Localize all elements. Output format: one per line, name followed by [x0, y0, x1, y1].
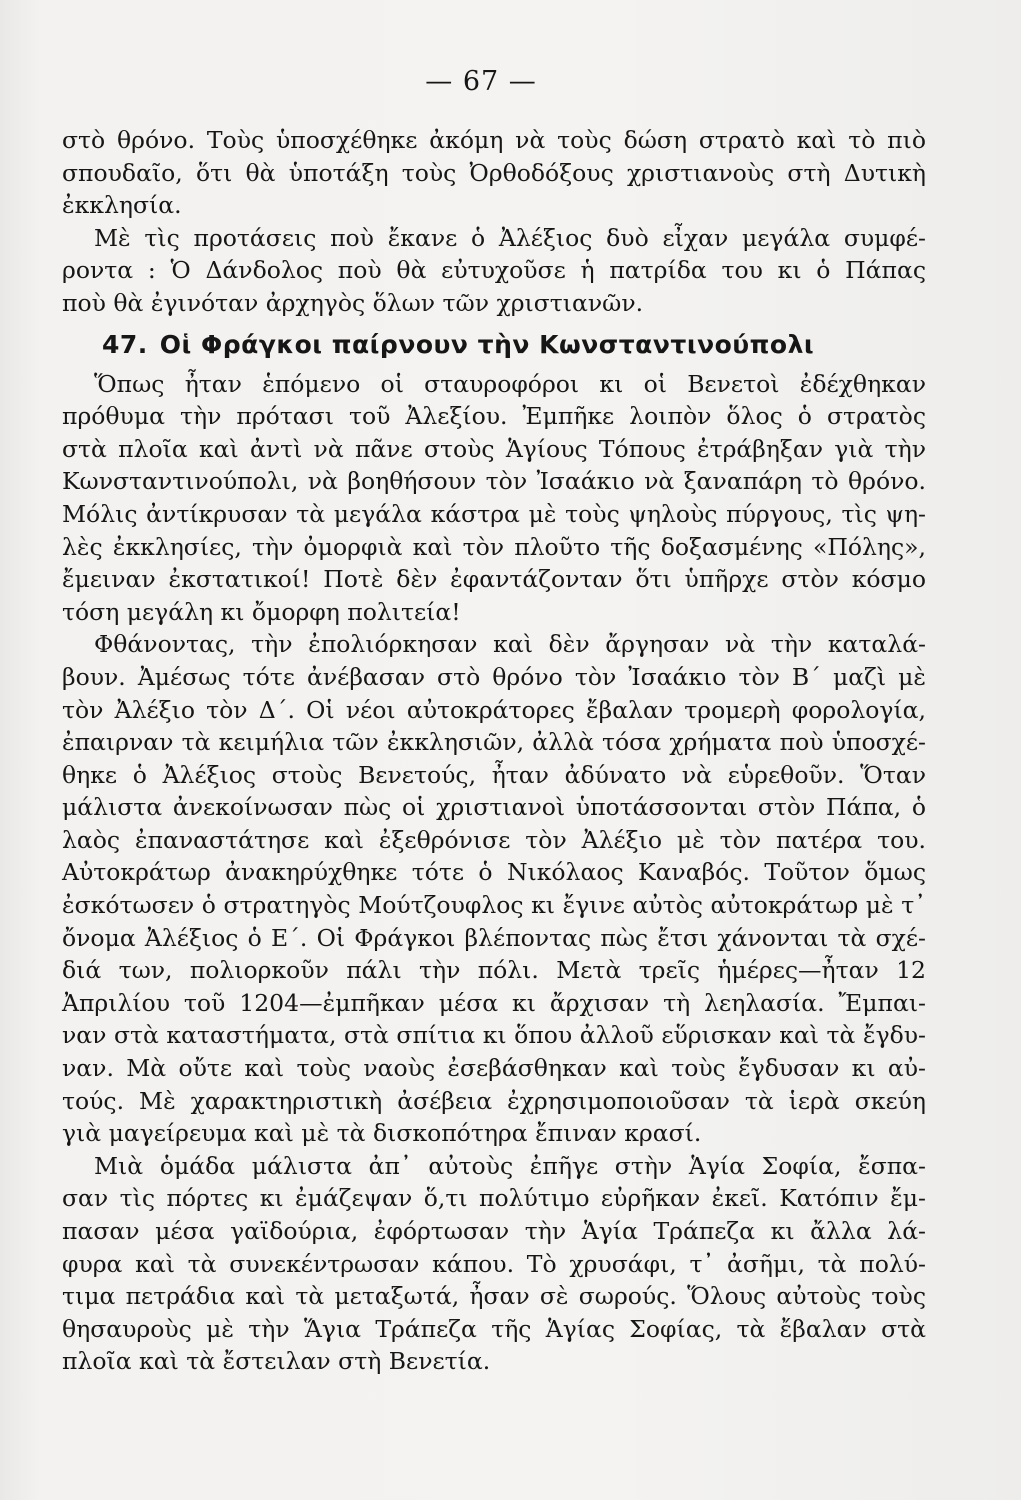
- text-line: τιμα πετράδια καὶ τὰ μεταξωτά, ἦσαν σὲ σωρούς. Ὅλους αὐτοὺς τοὺς: [62, 1282, 926, 1311]
- text-line: σαν τὶς πόρτες κι ἐμάζεψαν ὅ,τι πολύτιμο εὐρῆκαν ἐκεῖ. Κατόπιν ἔμ-: [62, 1184, 926, 1213]
- text-line: πλοῖα καὶ τὰ ἔστειλαν στὴ Βενετία.: [62, 1347, 491, 1376]
- intro-paragraphs: [62, 124, 926, 320]
- text-line: γιὰ μαγείρευμα καὶ μὲ τὰ δισκοπότηρα ἔπιναν κρασί.: [62, 1119, 702, 1148]
- text-line: φυρα καὶ τὰ συνεκέντρωσαν κάπου. Τὸ χρυσάφι, τ᾽ ἀσῆμι, τὰ πολύ-: [62, 1249, 926, 1278]
- text-line: πασαν μέσα γαϊδούρια, ἐφόρτωσαν τὴν Ἁγία Τράπεζα κι ἄλλα λά-: [62, 1217, 926, 1245]
- text-line: ναν. Μὰ οὔτε καὶ τοὺς ναοὺς ἐσεβάσθηκαν καὶ τοὺς ἔγδυσαν κι αὐ-: [62, 1054, 926, 1083]
- text-line: στὸ θρόνο. Τοὺς ὑποσχέθηκε ἀκόμη νὰ τοὺς δώση στρατὸ καὶ τὸ πιὸ: [62, 126, 926, 154]
- text-line: Ἀπριλίου τοῦ 1204—ἐμπῆκαν μέσα κι ἄρχισαν τὴ λεηλασία. Ἔμπαι-: [62, 988, 926, 1017]
- text-line: Μιὰ ὁμάδα μάλιστα ἀπ᾽ αὐτοὺς ἐπῆγε στὴν Ἁγία Σοφία, ἔσπα-: [94, 1151, 926, 1180]
- page-number: — 67 —: [425, 66, 537, 97]
- text-line: ποὺ θὰ ἐγινόταν ἀρχηγὸς ὅλων τῶν χριστιανῶν.: [62, 288, 644, 317]
- text-line: Κωνσταντινούπολι, νὰ βοηθήσουν τὸν Ἰσαάκιο νὰ ξαναπάρη τὸ θρόνο.: [62, 467, 926, 496]
- text-line: πρόθυμα τὴν πρότασι τοῦ Ἀλεξίου. Ἐμπῆκε λοιπὸν ὅλος ὁ στρατὸς: [62, 402, 926, 431]
- text-line: ἐπαιρναν τὰ κειμήλια τῶν ἐκκλησιῶν, ἀλλὰ τόσα χρήματα ποὺ ὑποσχέ-: [62, 728, 926, 757]
- text-line: μάλιστα ἀνεκοίνωσαν πὼς οἱ χριστιανοὶ ὑποτάσσονται στὸν Πάπα, ὁ: [62, 793, 926, 822]
- text-line: θηκε ὁ Ἀλέξιος στοὺς Βενετούς, ἦταν ἀδύνατο νὰ εὑρεθοῦν. Ὅταν: [62, 760, 926, 789]
- section-title: Οἱ Φράγκοι παίρνουν τὴν Κωνσταντινούπολι: [159, 329, 815, 359]
- text-line: ἐκκλησία.: [62, 191, 182, 220]
- text-line: ἐσκότωσεν ὁ στρατηγὸς Μούτζουφλος κι ἔγινε αὐτὸς αὐτοκράτωρ μὲ τ᾽: [62, 891, 926, 920]
- text-line: διά των, πολιορκοῦν πάλι τὴν πόλι. Μετὰ τρεῖς ἡμέρες—ἦταν 12: [62, 956, 926, 985]
- text-line: τὸν Ἀλέξιο τὸν Δ΄. Οἱ νέοι αὐτοκράτορες ἔβαλαν τρομερὴ φορολογία,: [62, 695, 926, 724]
- text-line: θησαυροὺς μὲ τὴν Ἅγια Τράπεζα τῆς Ἁγίας Σοφίας, τὰ ἔβαλαν στὰ: [62, 1314, 926, 1343]
- text-line: σπουδαῖο, ὅτι θὰ ὑποτάξη τοὺς Ὀρθοδόξους χριστιανοὺς στὴ Δυτικὴ: [62, 158, 926, 187]
- text-line: στὰ πλοῖα καὶ ἀντὶ νὰ πᾶνε στοὺς Ἁγίους Τόπους ἐτράβηξαν γιὰ τὴν: [62, 434, 926, 463]
- text-line: λαὸς ἐπαναστάτησε καὶ ἐξεθρόνισε τὸν Ἀλέξιο μὲ τὸν πατέρα του.: [62, 825, 926, 854]
- text-line: Φθάνοντας, τὴν ἐπολιόρκησαν καὶ δὲν ἄργησαν νὰ τὴν καταλά-: [94, 630, 926, 659]
- text-line: Μόλις ἀντίκρυσαν τὰ μεγάλα κάστρα μὲ τοὺς ψηλοὺς πύργους, τὶς ψη-: [62, 499, 926, 528]
- text-line: τόση μεγάλη κι ὄμορφη πολιτεία!: [62, 597, 461, 626]
- section-paragraphs: [62, 368, 926, 1378]
- section-number: 47.: [102, 329, 148, 359]
- text-line: ἔμειναν ἐκστατικοί! Ποτὲ δὲν ἐφαντάζονταν ὅτι ὑπῆρχε στὸν κόσμο: [62, 565, 926, 594]
- text-line: βουν. Ἀμέσως τότε ἀνέβασαν στὸ θρόνο τὸν Ἰσαάκιο τὸν Β΄ μαζὶ μὲ: [62, 662, 926, 691]
- text-line: ναν στὰ καταστήματα, στὰ σπίτια κι ὅπου ἀλλοῦ εὕρισκαν καὶ τὰ ἔγδυ-: [62, 1021, 926, 1050]
- text-line: Αὐτοκράτωρ ἀνακηρύχθηκε τότε ὁ Νικόλαος Καναβός. Τοῦτον ὅμως: [62, 858, 926, 887]
- text-line: ροντα : Ὁ Δάνδολος ποὺ θὰ εὐτυχοῦσε ἡ πατρίδα του κι ὁ Πάπας: [62, 256, 926, 285]
- text-line: Ὅπως ἦταν ἑπόμενο οἱ σταυροφόροι κι οἱ Βενετοὶ ἐδέχθηκαν: [94, 369, 926, 398]
- text-line: ὄνομα Ἀλέξιος ὁ Ε΄. Οἱ Φράγκοι βλέποντας πὼς ἔτσι χάνονται τὰ σχέ-: [62, 923, 926, 952]
- body-text: [62, 124, 926, 1378]
- text-line: τούς. Μὲ χαρακτηριστικὴ ἀσέβεια ἐχρησιμοποιοῦσαν τὰ ἱερὰ σκεύη: [62, 1086, 926, 1115]
- text-line: Μὲ τὶς προτάσεις ποὺ ἔκανε ὁ Ἀλέξιος δυὸ εἶχαν μεγάλα συμφέ-: [94, 223, 926, 252]
- section-heading: [102, 326, 926, 364]
- text-line: λὲς ἐκκλησίες, τὴν ὀμορφιὰ καὶ τὸν πλοῦτο τῆς δοξασμένης «Πόλης»,: [62, 532, 926, 561]
